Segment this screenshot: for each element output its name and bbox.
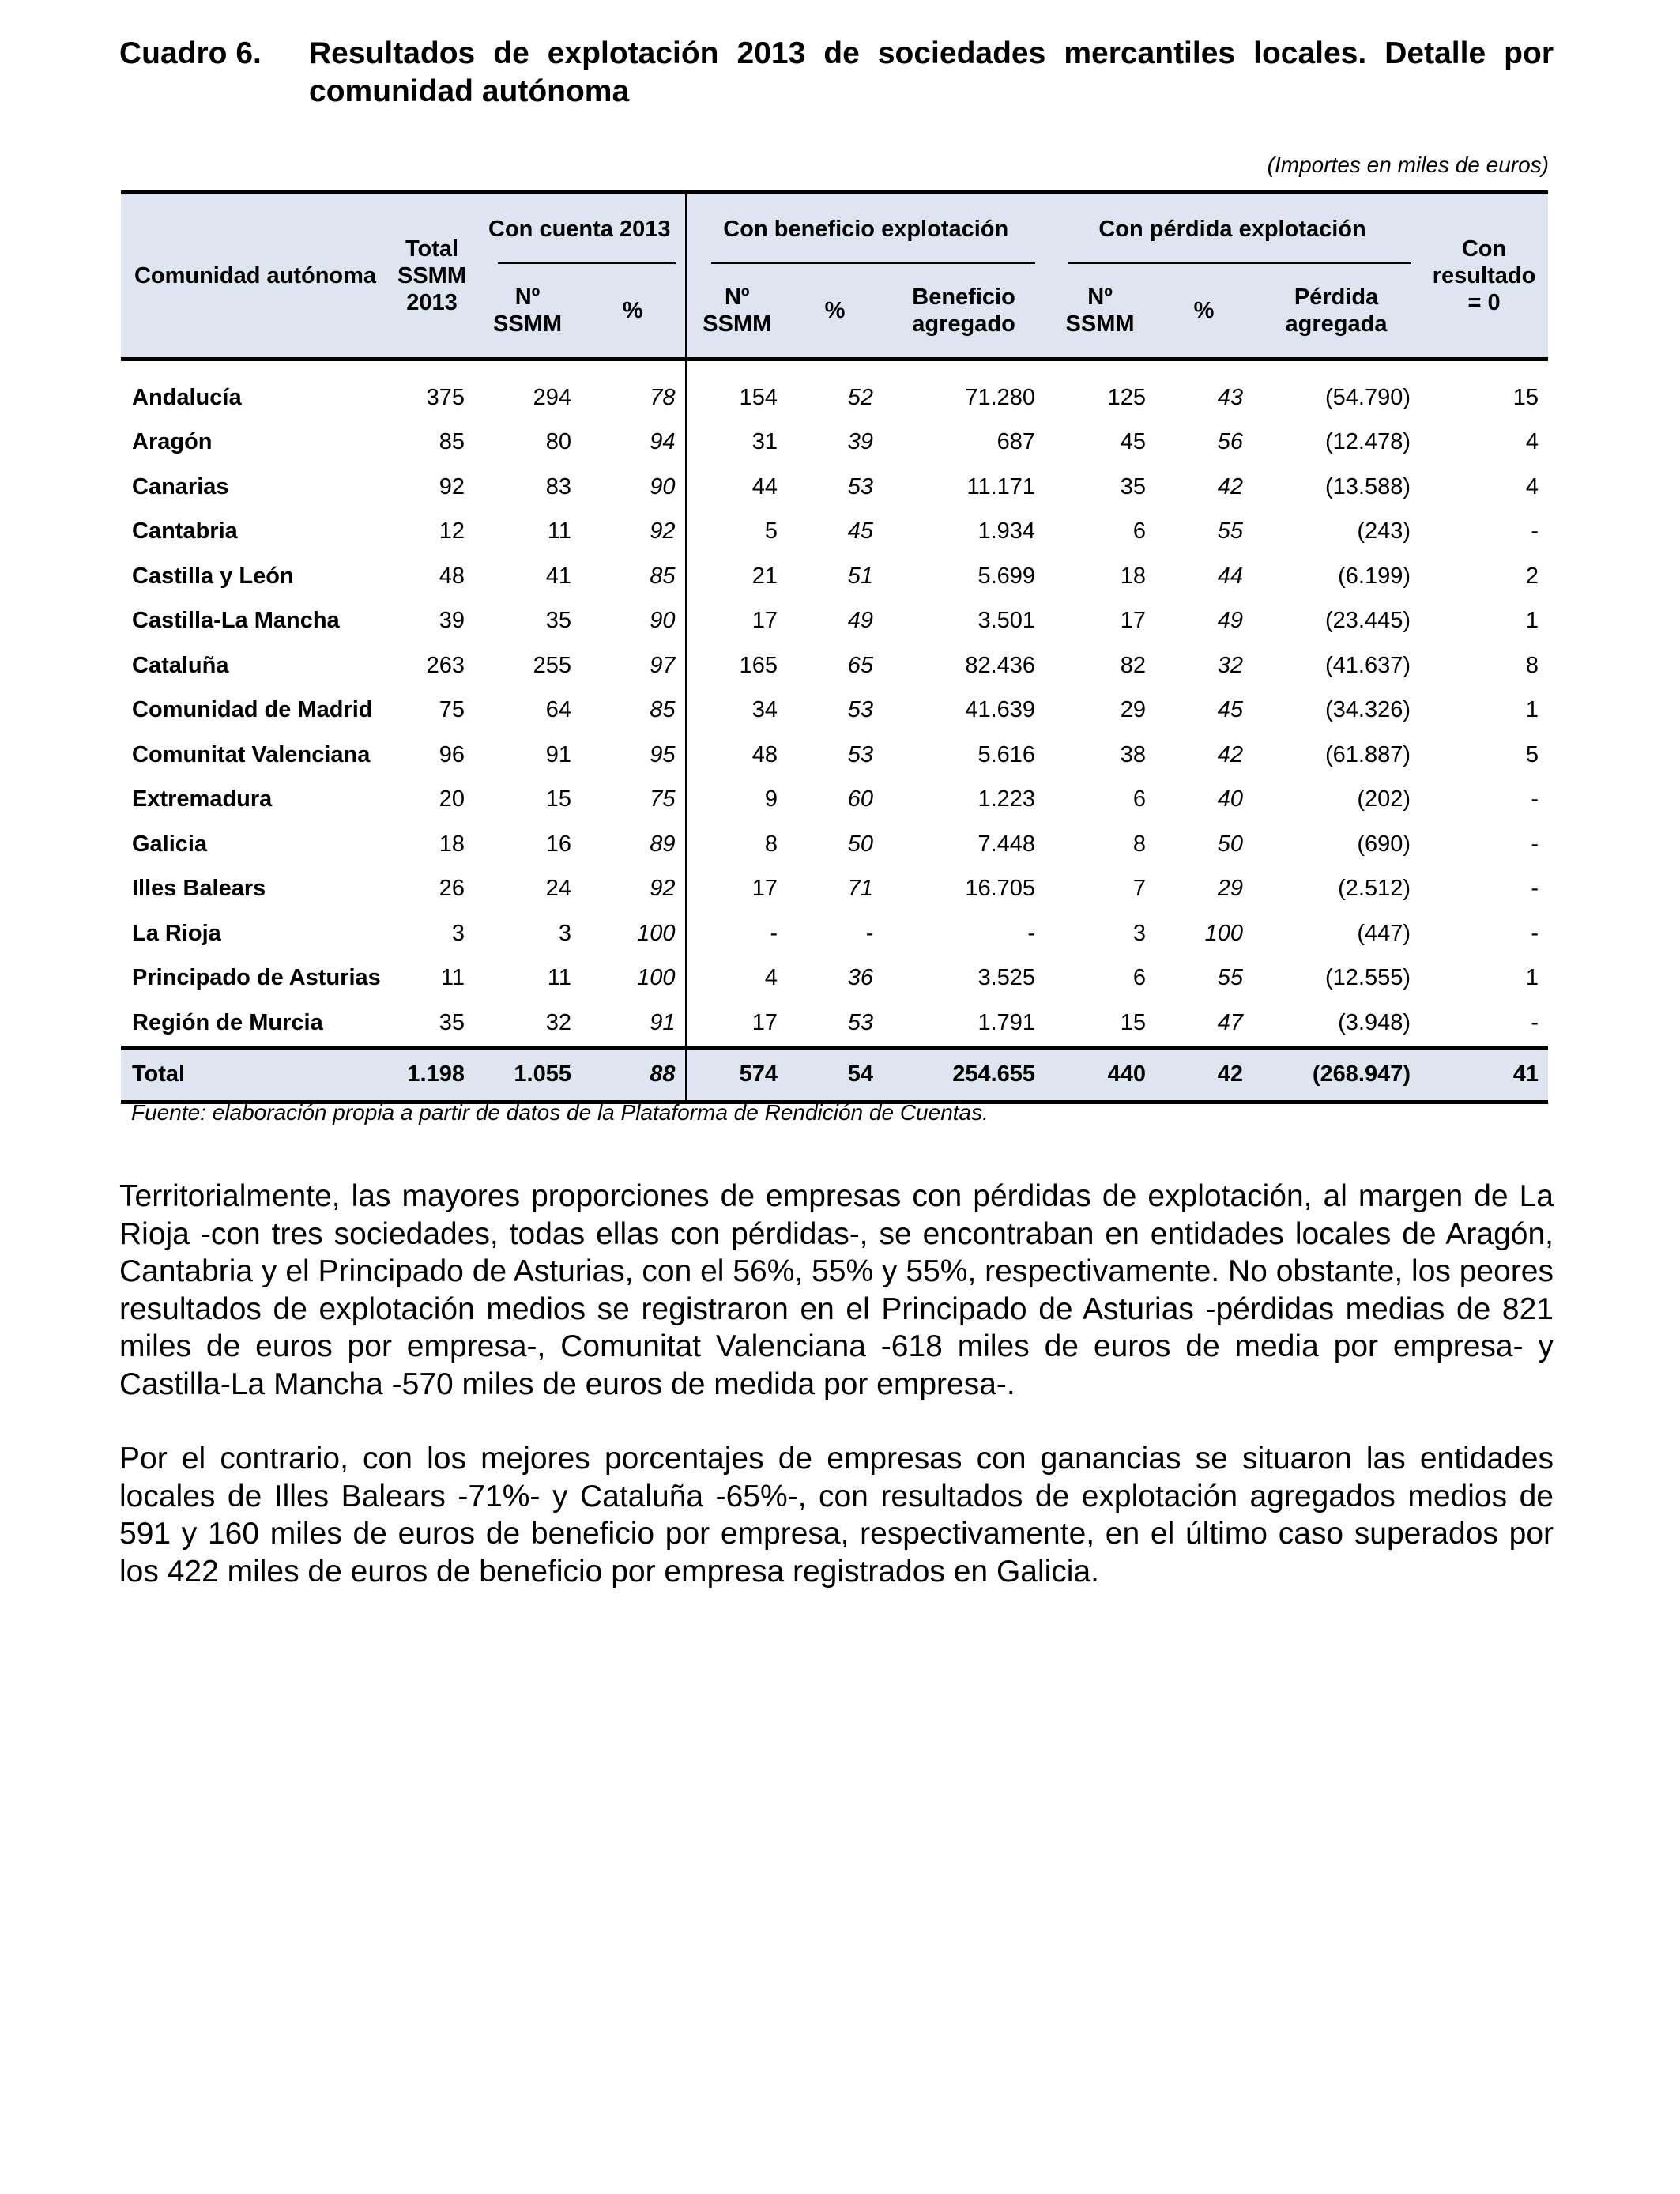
total-row <box>121 1047 1548 1102</box>
cell-name: Cantabria <box>132 518 238 545</box>
cell-per-agg: (41.637) <box>1325 652 1411 678</box>
cell-total: 18 <box>439 831 465 857</box>
cell-per-n: 8 <box>1132 831 1147 857</box>
cell-per-pct: 42 <box>1217 741 1244 767</box>
cell-cero: - <box>1531 518 1539 545</box>
cell-name: Canarias <box>132 473 229 499</box>
cell-name: Extremadura <box>132 786 273 812</box>
cell-per-pct: 56 <box>1217 429 1244 455</box>
cell-cuenta-n: 255 <box>533 652 571 678</box>
cell-per-pct: 29 <box>1217 876 1244 902</box>
cell-ben-pct: 49 <box>847 608 874 634</box>
cell-ben-pct: 60 <box>847 786 874 812</box>
cell-total: 375 <box>426 384 465 410</box>
table-header <box>121 193 1548 360</box>
cell-cero: 4 <box>1525 473 1539 499</box>
cell-ben-n: 165 <box>739 652 778 678</box>
cell-per-agg: (690) <box>1357 831 1411 857</box>
cell-ben-agg: 41.639 <box>965 697 1036 723</box>
cell-ben-pct: 53 <box>847 473 874 499</box>
table-row <box>121 599 1548 644</box>
cell-per-n: 38 <box>1120 741 1147 767</box>
header-con-cuenta: Con cuenta 2013 <box>474 193 686 265</box>
table-row <box>121 1001 1548 1047</box>
cell-ben-pct: 53 <box>847 697 874 723</box>
cell-cero: - <box>1531 786 1539 812</box>
cell-ben-pct: 53 <box>847 1009 874 1035</box>
table-row <box>121 822 1548 867</box>
table-row <box>121 360 1548 420</box>
cell-cuenta-n: 32 <box>545 1009 571 1035</box>
cell-cuenta-pct: 95 <box>581 733 686 778</box>
cell-ben-pct: 36 <box>847 965 874 991</box>
units-note: (Importes en miles de euros) <box>1267 153 1549 177</box>
cell-per-pct: 42 <box>1217 473 1244 499</box>
cell-per-agg: (202) <box>1357 786 1411 812</box>
cell-per-agg: (6.199) <box>1338 563 1411 589</box>
header-beneficio-agregado: Beneficio agregado <box>883 264 1045 360</box>
cell-per-agg: (2.512) <box>1338 876 1411 902</box>
cell-cero: 2 <box>1525 563 1539 589</box>
cell-cuenta-n: 294 <box>533 384 571 410</box>
table-row <box>121 733 1548 778</box>
cell-total: 11 <box>440 965 465 991</box>
header-perdida-pct: % <box>1155 264 1252 360</box>
table-row <box>121 867 1548 912</box>
cell-cero: 4 <box>1525 429 1539 455</box>
cell-cuenta-n: 3 <box>558 920 571 946</box>
table-row <box>121 420 1548 466</box>
cell-ben-n: 21 <box>751 563 778 589</box>
cell-total: 92 <box>439 473 465 499</box>
cell-ben-agg: 1.223 <box>977 786 1036 812</box>
cell-cero: 5 <box>1525 741 1539 767</box>
cell-cuenta-pct: 78 <box>581 360 686 420</box>
cell-per-pct: 55 <box>1217 965 1244 991</box>
cell-cuenta-pct: 90 <box>581 465 686 510</box>
cell-ben-agg: 1.791 <box>977 1009 1036 1035</box>
header-beneficio-pct: % <box>787 264 883 360</box>
cell-cuenta-n: 35 <box>545 608 571 634</box>
cell-per-pct: 49 <box>1217 608 1244 634</box>
cell-ben-agg: 687 <box>996 429 1036 455</box>
cell-total: 3 <box>451 920 465 946</box>
table-body <box>121 360 1548 1048</box>
cell-cuenta-pct: 100 <box>581 956 686 1001</box>
cell-cuenta-pct: 97 <box>581 643 686 688</box>
cell-ben-agg: 5.699 <box>977 563 1036 589</box>
cell-per-n: 29 <box>1120 697 1147 723</box>
cell-per-agg: (61.887) <box>1325 741 1411 767</box>
cell-ben-n: 44 <box>751 473 778 499</box>
cell-ben-n: 17 <box>751 608 778 634</box>
cell-total: 26 <box>439 876 465 902</box>
table-row <box>121 688 1548 733</box>
cell-name: Castilla-La Mancha <box>132 608 340 634</box>
cell-per-agg: (243) <box>1357 518 1411 545</box>
cell-cuenta-pct: 85 <box>581 554 686 599</box>
cell-cuenta-pct: 90 <box>581 599 686 644</box>
header-con-perdida: Con pérdida explotación <box>1045 193 1420 265</box>
cell-cuenta-n: 24 <box>545 876 571 902</box>
table-row <box>121 643 1548 688</box>
results-table <box>121 190 1548 1104</box>
cell-total: 39 <box>439 608 465 634</box>
cell-ben-agg: - <box>1027 920 1036 946</box>
cell-name: Illes Balears <box>132 876 266 902</box>
cell-per-agg: (23.445) <box>1325 608 1411 634</box>
cell-ben-n: 8 <box>764 831 778 857</box>
cell-ben-agg: 11.171 <box>966 473 1036 499</box>
cell-per-n: 18 <box>1120 563 1147 589</box>
cell-cero: - <box>1531 920 1539 946</box>
cell-per-agg: (34.326) <box>1325 697 1411 723</box>
cell-ben-pct: 52 <box>847 384 874 410</box>
table-row <box>121 778 1548 823</box>
cell-ben-agg: 3.501 <box>977 608 1036 634</box>
cell-ben-agg: 71.280 <box>965 384 1036 410</box>
cell-per-n: 6 <box>1132 786 1147 812</box>
cell-cuenta-pct: 75 <box>581 778 686 823</box>
cell-cero: 15 <box>1512 384 1539 410</box>
cell-name: Principado de Asturias <box>132 965 381 991</box>
cell-cero: - <box>1531 876 1539 902</box>
cell-ben-pct: 50 <box>847 831 874 857</box>
cell-cuenta-n: 15 <box>545 786 571 812</box>
cell-ben-pct: 39 <box>847 429 874 455</box>
cell-name: Andalucía <box>132 384 242 410</box>
cell-per-pct: 45 <box>1217 697 1244 723</box>
cell-cuenta-pct: 92 <box>581 510 686 555</box>
caption-label: Cuadro 6. <box>119 36 262 70</box>
cell-cero: 8 <box>1525 652 1539 678</box>
cell-per-agg: (12.478) <box>1325 429 1411 455</box>
source-note: Fuente: elaboración propia a partir de datos de la Plataforma de Rendición de Cuentas. <box>131 1100 989 1125</box>
cell-per-agg: (447) <box>1357 920 1411 946</box>
cell-total: 75 <box>439 697 465 723</box>
cell-per-n: 6 <box>1132 965 1147 991</box>
header-beneficio-n: Nº SSMM <box>686 264 787 360</box>
cell-per-pct: 100 <box>1204 920 1244 946</box>
cell-name: Comunidad de Madrid <box>132 697 373 723</box>
total-total: 1.198 <box>390 1047 474 1102</box>
header-cuenta-pct: % <box>581 264 686 360</box>
cell-cero: - <box>1531 1009 1539 1035</box>
cell-ben-n: 17 <box>751 876 778 902</box>
cell-ben-pct: 53 <box>847 741 874 767</box>
cell-cero: 1 <box>1525 608 1539 634</box>
cell-cero: 1 <box>1525 697 1539 723</box>
cell-cuenta-pct: 91 <box>581 1001 686 1047</box>
cell-cuenta-n: 83 <box>545 473 571 499</box>
cell-ben-n: 31 <box>751 429 778 455</box>
cell-per-n: 17 <box>1120 608 1147 634</box>
total-ben-pct: 54 <box>787 1047 883 1102</box>
caption-title: Resultados de explotación 2013 de sociedades mercantiles locales. Detalle por comunidad autónoma <box>309 36 1554 108</box>
cell-ben-pct: 45 <box>847 518 874 545</box>
cell-per-n: 45 <box>1120 429 1147 455</box>
cell-total: 85 <box>439 429 465 455</box>
cell-ben-pct: 71 <box>847 876 874 902</box>
cell-per-n: 6 <box>1132 518 1147 545</box>
cell-total: 12 <box>439 518 465 545</box>
total-per-n: 440 <box>1045 1047 1155 1102</box>
cell-cuenta-pct: 92 <box>581 867 686 912</box>
cell-cuenta-n: 16 <box>545 831 571 857</box>
cell-per-pct: 55 <box>1217 518 1244 545</box>
header-con-resultado-cero: Con resultado = 0 <box>1420 193 1548 360</box>
cell-per-n: 125 <box>1107 384 1147 410</box>
table-row <box>121 911 1548 956</box>
cell-name: Aragón <box>132 429 213 455</box>
cell-per-n: 82 <box>1120 652 1147 678</box>
header-con-beneficio: Con beneficio explotación <box>686 193 1045 265</box>
table-row <box>121 510 1548 555</box>
cell-ben-pct: 65 <box>847 652 874 678</box>
cell-ben-n: 4 <box>764 965 778 991</box>
cell-total: 263 <box>426 652 465 678</box>
total-ben-agg: 254.655 <box>883 1047 1045 1102</box>
cell-ben-agg: 7.448 <box>977 831 1036 857</box>
cell-ben-agg: 3.525 <box>977 965 1036 991</box>
cell-name: Comunitat Valenciana <box>132 741 371 767</box>
cell-per-agg: (54.790) <box>1325 384 1411 410</box>
cell-ben-n: 34 <box>751 697 778 723</box>
cell-ben-n: 9 <box>764 786 778 812</box>
cell-total: 96 <box>439 741 465 767</box>
cell-ben-n: 17 <box>751 1009 778 1035</box>
cell-per-pct: 32 <box>1217 652 1244 678</box>
total-ben-n: 574 <box>686 1047 787 1102</box>
table-footer <box>121 1047 1548 1102</box>
cell-name: Castilla y León <box>132 563 294 589</box>
cell-ben-agg: 5.616 <box>977 741 1036 767</box>
header-comunidad: Comunidad autónoma <box>121 193 390 360</box>
cell-cuenta-pct: 85 <box>581 688 686 733</box>
cell-per-pct: 40 <box>1217 786 1244 812</box>
paragraph-1: Territorialmente, las mayores proporciones de empresas con pérdidas de explotación, al margen de La Rioja -con tres sociedades, todas ellas con pérdidas-, se encontraban en entidades locales de Aragón, Cantabria y el Principado de Asturias, con el 56%, 55% y 55%, respectivamente. No obstante, los peores resultados de explotación medios se registraron en el Principado de Asturias -pérdidas medias de 821 miles de euros por empresa-, Comunitat Valenciana -618 miles de euros de media por empresa- y Castilla-La Mancha -570 miles de euros de medida por empresa-. <box>119 1179 1554 1401</box>
cell-cuenta-pct: 94 <box>581 420 686 466</box>
cell-ben-agg: 16.705 <box>965 876 1036 902</box>
cell-name: Región de Murcia <box>132 1009 323 1035</box>
cell-cuenta-pct: 89 <box>581 822 686 867</box>
table-row <box>121 465 1548 510</box>
cell-ben-agg: 82.436 <box>965 652 1036 678</box>
cell-per-n: 7 <box>1132 876 1147 902</box>
cell-name: Cataluña <box>132 652 229 678</box>
paragraph-2: Por el contrario, con los mejores porcentajes de empresas con ganancias se situaron las entidades locales de Illes Balears -71%- y Cataluña -65%-, con resultados de explotación agregados medios de 591 y 160 miles de euros de beneficio por empresa, respectivamente, en el último caso superados por los 422 miles de euros de beneficio por empresa registrados en Galicia. <box>119 1442 1554 1589</box>
total-per-agg: (268.947) <box>1252 1047 1420 1102</box>
table-row <box>121 956 1548 1001</box>
cell-total: 48 <box>439 563 465 589</box>
total-cero: 41 <box>1420 1047 1548 1102</box>
header-perdida-n: Nº SSMM <box>1045 264 1155 360</box>
cell-cuenta-n: 64 <box>545 697 571 723</box>
cell-ben-n: - <box>770 920 778 946</box>
cell-per-n: 3 <box>1132 920 1147 946</box>
cell-total: 20 <box>439 786 465 812</box>
cell-ben-n: 154 <box>739 384 778 410</box>
cell-per-agg: (13.588) <box>1325 473 1411 499</box>
cell-per-agg: (3.948) <box>1338 1009 1411 1035</box>
header-perdida-agregada: Pérdida agregada <box>1252 264 1420 360</box>
total-per-pct: 42 <box>1155 1047 1252 1102</box>
cell-total: 35 <box>439 1009 465 1035</box>
cell-per-n: 15 <box>1120 1009 1147 1035</box>
cell-cero: - <box>1531 831 1539 857</box>
cell-name: La Rioja <box>132 920 221 946</box>
cell-per-pct: 44 <box>1217 563 1244 589</box>
cell-ben-agg: 1.934 <box>977 518 1036 545</box>
cell-per-pct: 43 <box>1217 384 1244 410</box>
cell-ben-pct: - <box>865 920 874 946</box>
cell-ben-pct: 51 <box>847 563 874 589</box>
cell-per-pct: 50 <box>1217 831 1244 857</box>
cell-cuenta-n: 80 <box>545 429 571 455</box>
total-name: Total <box>121 1047 390 1102</box>
cell-name: Galicia <box>132 831 208 857</box>
cell-per-n: 35 <box>1120 473 1147 499</box>
cell-cuenta-n: 11 <box>547 965 571 991</box>
cell-cuenta-n: 41 <box>545 563 571 589</box>
cell-cuenta-pct: 100 <box>581 911 686 956</box>
total-cuenta-n: 1.055 <box>474 1047 581 1102</box>
header-cuenta-n: Nº SSMM <box>474 264 581 360</box>
table-row <box>121 554 1548 599</box>
cell-per-pct: 47 <box>1217 1009 1244 1035</box>
cell-cero: 1 <box>1525 965 1539 991</box>
cell-ben-n: 5 <box>764 518 778 545</box>
header-total-ssmm: Total SSMM 2013 <box>390 193 474 360</box>
cell-ben-n: 48 <box>751 741 778 767</box>
cell-cuenta-n: 11 <box>547 518 571 545</box>
cell-per-agg: (12.555) <box>1325 965 1411 991</box>
cell-cuenta-n: 91 <box>545 741 571 767</box>
total-cuenta-pct: 88 <box>581 1047 686 1102</box>
